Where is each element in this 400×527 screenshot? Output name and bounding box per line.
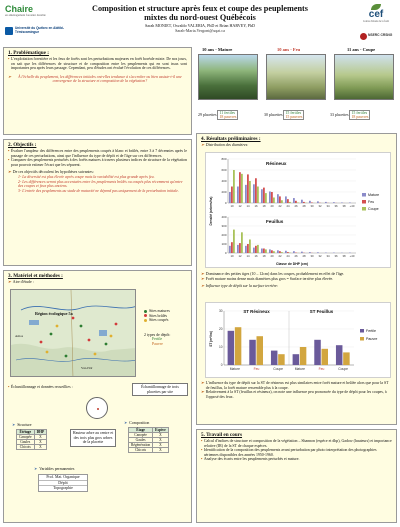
y-tick-label: 30 [218,309,223,314]
st-bar-pauvre [322,349,329,365]
legend-mature-label: Sites matures [149,309,170,313]
map-city-valdor: Val-d'Or [81,366,93,370]
plots-mature-fertile: 11 fertiles [219,111,236,115]
x-tick-label: 10 [230,254,234,258]
bar-mature [349,202,351,203]
bar-coupe [289,202,291,203]
section-5-title: 5. Travail en cours [201,432,243,438]
section-4-title: 4. Résultats préliminaires : [201,136,261,142]
x-tick-label: 18 [262,254,266,258]
st-legend-label-fertile: Fertile [366,329,376,333]
composition-cell: Canopée [129,433,153,438]
work-item-2: Identification de la composition des peuplements avant perturbation par photo interprétation des photographies aériennes disponibles des années 1950-1960. [203,448,377,457]
structure-cell: X [34,445,47,450]
bar-feu [231,187,233,204]
panel-title-resineux: Résineux [266,161,287,166]
section-resultats: 4. Résultats préliminaires : ➢ Distribution des diamètres: 0 200 400 600 800 10 12 14 16 18 20 22 24 26 28 30 32 34 36 38 +40 Résineux 0 100 200 300 400 10 12 14 16 18 20 22 24 26 28 30 32 34 36 38 +40 Feuillus Classe de DHP (cm) Densité (arbres/ha) Mature Feu Coupe ➢ Dominance des petites tiges (10 – 12cm) dans les coupes, probablement en effet de l'âge. ➢ Forêt mature moins dense mais diamètres plus gros = Surface terrière plus élevée. ➢ Influence type de dépôt sur la surface terrière: 0 10 20 30 Mature Feu Coupe Mature Feu Coupe ST Résineux ST Feuillus ST (m²/ha) Fertile Pauvre ➢ L'influence du type de dépôt sur la ST de résineux est plus similaires entre forêt mature et brûlée alors que pour la ST de feuillus, la forêt mature ressemble plus à la coupe. ➢ Relativement à la ST (feuillus et résineux), on note une influence peu prononcée du type de dépôt pour les coupes, à l'opposé des feux. [196,133,397,425]
objective-2: Comparer des peuplements perturbés à des forêts matures à travers plusieurs indices de structure de la végétation pour pouvoir estimer l'écart que les séparent. [10,158,187,167]
bar-mature [285,196,287,203]
problem-question: À l'échelle du peuplement, les différences initiales ont-elles tendance à s'accroître ou bien assiste-t-il une convergence de la structure et composition de la végétation? [18,74,182,84]
st-legend-label-pauvre: Pauvre [366,337,378,341]
x-tick-label: 34 [326,204,330,208]
composition-label: Composition [129,421,150,425]
plots-coupe-pauvre: 18 pauvres [351,115,369,120]
x-tick-label: 12 [238,204,242,208]
x-tick-label: 16 [254,254,258,258]
depot-types-title: 2 types de dépôt: [144,332,171,337]
structure-header-stage: Ététage [17,430,35,435]
bar-coupe [273,198,275,204]
env-item: Prof. Mat. Organique [39,475,87,481]
st-x-tick-label: Mature [294,367,305,371]
composition-arrow-icon: ➤ [124,421,128,425]
hypothesis-3: 3- L'entrée des peuplements au stade de maturité ne dépend pas uniquement de la perturbation initiale. [18,188,179,193]
st-bar-pauvre [257,336,264,365]
composition-table [128,427,169,453]
bar-coupe [233,230,235,253]
st-bar-pauvre [235,327,242,365]
plots-feu-pauvre: 15 pauvres [285,115,303,120]
work-item-1: Calcul d'indices de structure et composition de la végétation – Shannon (espèce et dhp), Gadow (hauteurs) et importance relative (IR) de la ST de chaque espèces. [203,439,392,448]
x-tick-label: 20 [270,204,274,208]
st-x-tick-label: Feu [253,367,260,371]
depot-type-fertile: Fertile [152,337,163,342]
env-item: Dépôt [39,481,87,487]
bar-feu [247,174,249,203]
bar-coupe [265,193,267,203]
bar-mature [269,191,271,203]
st-chart-panel [205,302,391,378]
st-bar-fertile [271,351,278,365]
photo-caption-mature: 10 ans - Mature [202,47,233,52]
poster-title-line1: Composition et structure après feux et coupe des peuplements [92,4,308,13]
hypothesis-2: 2- Les différences seront plus accentuées entre les peuplements brûlés ou coupés plus récemment qu'entre des coupes et feux plus anciens. [18,179,183,189]
structure-label: Structure [17,423,32,427]
dbh-distribution-chart [206,153,392,269]
bar-mature [293,198,295,203]
logo-chaire-sub: en aménagement forestier durable [5,13,46,17]
map-city-amos: Amos [15,334,24,338]
bar-coupe [249,240,251,254]
st-bar-fertile [293,354,300,365]
bar-coupe [249,181,251,203]
result-bullet-1: Dominance des petites tiges (10 – 12cm) dans les coupes, probablement en effet de l'âge. [205,272,345,276]
structure-arrow-icon: ➤ [12,423,16,427]
study-area-map [10,289,136,377]
bar-feu [287,199,289,203]
y-axis-label: Densité (arbres/ha) [209,196,213,226]
dbh-chart-panel [205,152,391,268]
st-bar-fertile [336,345,343,365]
bar-mature [317,201,319,203]
plots-feu-count: 30 placettes [264,112,283,117]
x-tick-label: 28 [302,204,306,208]
bar-feu [247,244,249,253]
bar-feu [255,178,257,203]
st-x-tick-label: Coupe [338,367,349,371]
y-tick-label: 800 [221,157,227,162]
legend-swatch-feu [362,200,366,204]
x-tick-label: 24 [286,204,290,208]
x-tick-label: 14 [246,204,250,208]
bar-mature [245,246,247,253]
st-legend-swatch-pauvre [360,337,364,341]
photo-strip [196,47,397,131]
bar-feu [279,196,281,203]
st-bar-pauvre [343,352,350,365]
x-tick-label: 18 [262,204,266,208]
legend-cut-label: Sites coupés [149,318,169,323]
composition-cell: Régénération [129,443,153,448]
poster-email: Sarah-Maria.Vergont@uqat.ca [175,27,225,33]
bar-feu [287,252,289,253]
structure-cell: X [34,440,47,445]
panel-title-feuillus: Feuillus [266,219,284,224]
x-tick-label: 28 [302,254,306,258]
logo-chaire-name: Chaire [5,4,34,14]
x-tick-label: 38 [342,254,346,258]
problem-paragraph: L'exploitation forestière et les feux de forêts sont les perturbations majeures en forêt boréale mixte. De nos jours, on sait que les différences de structure et de composition entre les peuplements qui en sont issus sont importantes peu après leurs passage. Cependant, peu d'études ont évalué l'évolution de ces différences. [10,57,187,71]
bar-feu [271,192,273,203]
bar-feu [239,172,241,203]
st-bar-pauvre [300,347,307,365]
bar-coupe [241,174,243,203]
x-tick-label: 22 [278,204,282,208]
bar-mature [325,202,327,203]
bar-mature [253,248,255,253]
bar-coupe [233,170,235,203]
x-axis-label: Classe de DHP (cm) [276,262,308,266]
env-label: Variables permanentes [39,467,75,471]
bar-mature [237,187,239,204]
section-1-title: 1. Problématique : [8,50,49,56]
bar-mature [229,192,231,203]
st-x-tick-label: Feu [318,367,325,371]
x-tick-label: 24 [286,254,290,258]
bar-mature [261,249,263,254]
st-x-tick-label: Coupe [273,367,284,371]
work-item-3: Analyse des écarts entre les peuplements perturbés et mature. [203,457,300,462]
st-bar-fertile [249,340,256,365]
structure-cell: Chicots [17,445,35,450]
result-bullet-4: Relativement à la ST (feuillus et résineux), on note une influence peu prononcée du type de dépôt pour les coupes, à l'opposé des feux. [205,390,387,399]
photo-feu [266,54,326,100]
legend-burned-icon [144,314,147,317]
sampling-label: Échantillonnage et données recueillies : [10,385,73,389]
st-y-axis-label: ST (m²/ha) [209,331,213,347]
composition-cell: X [153,448,169,453]
logo-uqat [5,27,69,41]
bar-mature [229,246,231,253]
photo-coupe [334,54,394,100]
logo-cef-text: cef [368,9,384,20]
poster-header [72,4,328,33]
bar-mature [293,251,295,253]
section-methodes: 3. Matériel et méthodes : ➢ Aire d'étude : Région écologique 5a Amos Val-d'Or Sites matures Sites brûlés Sites coupés 2 types de dépôt: Fertile Pauvre • Échantillonnage et données recueillies : Échantillonnage de trois placettes par site ➤ Structure Ététage DHP Canopée X Gaules X Chicots X Hauteur arbre au centre et des trois plus gros arbres de la placette ➤ Composition Étage Espèce Canopée X Gaules X Régénération X Chicots X ➤ Variables permanentes Prof. Mat. Organique Dépôt Topographie [3,270,192,523]
objective-1: Évaluer l'ampleur des différences entre des peuplements coupés à blanc et brûlés, entre 3 à 7 décennies après le passage de ces perturbations, ainsi que l'influence du type de dépôt et de l'âge sur ces différences. [10,149,187,158]
x-tick-label: 16 [254,204,258,208]
bar-feu [231,242,233,253]
structure-cell: X [34,435,47,440]
bar-feu [311,202,313,203]
x-tick-label: 30 [310,254,314,258]
y-tick-label: 400 [221,215,227,220]
hypotheses-intro: De ces objectifs découlent les hypothèses suivantes: [12,170,94,175]
bar-feu [303,202,305,203]
env-arrow-icon: ➤ [34,467,38,471]
y-tick-label: 200 [221,233,227,238]
plots-mature-count: 29 placettes [198,112,217,117]
bar-mature [245,185,247,203]
bar-coupe [257,245,259,253]
photo-caption-feu: 10 ans - Feu [277,47,301,52]
bar-mature [237,245,239,253]
sampling-box [132,383,188,396]
result-bullet-3: L'influence du type de dépôt sur la ST de résineux est plus similaires entre forêt mature et brûlée alors que pour la ST de feuillus, la forêt mature ressemble plus à la coupe. [205,381,389,390]
composition-header-species: Espèce [153,428,169,433]
bar-mature [301,252,303,253]
bar-coupe [281,200,283,203]
plots-coupe-count: 33 placettes [330,112,349,117]
bar-mature [253,184,255,203]
y-tick-label: 20 [218,327,223,332]
bar-coupe [281,252,283,253]
env-item: Topographie [53,486,73,491]
photo-caption-coupe: 11 ans - Coupe [347,47,376,52]
plots-feu-fertile: 15 fertiles [285,111,302,115]
nserc-mark-icon [360,33,367,40]
x-tick-label: 32 [318,254,322,258]
y-tick-label: 0 [220,363,223,368]
bar-mature [269,249,271,253]
x-tick-label: +40 [349,204,355,208]
y-tick-label: 600 [221,168,227,173]
plots-mature-pauvre: 18 pauvres [219,115,237,120]
env-list [38,474,88,492]
st-influence-label: Influence type de dépôt sur la surface terrière: [205,284,279,289]
plot-diagram [86,397,108,419]
x-tick-label: +40 [349,254,355,258]
x-tick-label: 22 [278,254,282,258]
plots-coupe-fertile: 15 fertiles [351,111,368,115]
logo-cef-sub: Centre d'étude de la forêt [362,20,390,23]
bar-mature [309,252,311,253]
legend-mature-icon [144,310,147,313]
bar-mature [333,202,335,203]
structure-cell: Gaules [17,440,35,445]
bar-feu [263,249,265,254]
bar-mature [341,202,343,203]
bar-feu [279,251,281,253]
x-tick-label: 12 [238,254,242,258]
y-tick-label: 200 [221,190,227,195]
logo-nserc [360,31,394,41]
composition-cell: X [153,433,169,438]
st-legend-swatch-fertile [360,329,364,333]
result-bullet-2: Forêt mature moins dense mais diamètres plus gros = Surface terrière plus élevée. [205,276,334,281]
depot-type-pauvre: Pauvre [152,341,163,346]
bar-feu [255,246,257,253]
st-x-tick-label: Mature [229,367,240,371]
x-tick-label: 30 [310,204,314,208]
section-travail: 5. Travail en cours • Calcul d'indices de structure et composition de la végétation – Shannon (espèce et dhp), Gadow (hauteurs) et importance relative (IR) de la ST de chaque espèces. • Identification de la composition des peuplements avant perturbation par photo interprétation des photographies aériennes disponibles des années 1950-1960. • Analyse des écarts entre les peuplements perturbés et mature. [196,429,397,523]
logo-chaire [5,4,51,24]
x-tick-label: 26 [294,254,298,258]
bar-feu [263,188,265,203]
study-area-label: Aire d'étude : [12,280,34,284]
y-tick-label: 400 [221,179,227,184]
bar-coupe [241,232,243,253]
composition-cell: Gaules [129,438,153,443]
x-tick-label: 38 [342,204,346,208]
poster-title-line2: mixtes du nord-ouest Québécois [144,13,256,23]
bar-mature [285,251,287,253]
y-tick-label: 0 [224,251,227,256]
legend-burned-label: Sites brûlés [149,313,168,318]
y-tick-label: 300 [221,224,227,229]
bar-mature [317,252,319,253]
bar-mature [309,201,311,203]
legend-label-mature: Mature [368,193,380,197]
logo-nserc-text: NSERC CRSNG [368,33,393,38]
legend-swatch-coupe [362,207,366,211]
x-tick-label: 34 [326,254,330,258]
bar-coupe [297,202,299,203]
structure-note-text: Hauteur arbre au centre et des trois plus gros arbres de la placette [72,431,114,445]
st-bar-fertile [314,340,321,365]
section-3-title: 3. Matériel et méthodes : [8,273,63,279]
y-tick-label: 0 [224,201,227,206]
y-tick-label: 10 [218,345,223,350]
x-tick-label: 14 [246,254,250,258]
st-bar-fertile [228,331,235,365]
st-group-title-resineux: ST Résineux [243,309,270,314]
st-chart [206,303,392,379]
x-tick-label: 10 [230,204,234,208]
sampling-box-text: Échantillonnage de trois placettes par site [141,385,179,394]
poster-authors: Sarah MONIET, Osvaldo VALERIA, PhD et Brian HARVEY, PhD [144,22,255,28]
legend-label-feu: Feu [368,200,375,204]
composition-cell: Chicots [129,448,153,453]
x-tick-label: 32 [318,204,322,208]
x-tick-label: 20 [270,254,274,258]
structure-note [70,429,116,447]
composition-cell: X [153,443,169,448]
y-tick-label: 100 [221,242,227,247]
st-group-title-feuillus: ST Feuillus [309,309,334,314]
bar-coupe [265,249,267,253]
bar-mature [277,194,279,203]
structure-table [16,429,47,450]
composition-cell: X [153,438,169,443]
composition-header-stage: Étage [129,428,153,433]
st-bar-pauvre [278,354,285,365]
photo-mature [198,54,258,100]
section-objectifs: 2. Objectifs : • Évaluer l'ampleur des différences entre des peuplements coupés à blanc et brûlés, entre 3 à 7 décennies après le passage de ces perturbations, ainsi que l'influence du type de dépôt et de l'âge sur ces différences. • Comparer des peuplements perturbés à des forêts matures à travers plusieurs indices de structure de la végétation pour pouvoir estimer l'écart que les séparent. ➢ De ces objectifs découlent les hypothèses suivantes: 1- La diversité est plus élevée après coupe mais la variabilité est plus grande après feu. 2- Les différences seront plus accentuées entre les peuplements brûlés ou coupés plus récemment qu'entre des coupes et feux plus anciens. 3- L'entrée des peuplements au stade de maturité ne dépend pas uniquement de la perturbation initiale. [3,139,192,266]
bar-mature [277,250,279,253]
bar-mature [261,189,263,203]
x-tick-label: 26 [294,204,298,208]
bar-feu [239,243,241,253]
section-problematique: 1. Problématique : • L'exploitation forestière et les feux de forêts sont les perturbations majeures en forêt boréale mixte. De nos jours, on sait que les différences de structure et de composition entre les peuplements qui en sont issus sont importantes peu après leurs passage. Cependant, peu d'études ont évalué l'évolution de ces différences. ➢ À l'échelle du peuplement, les différences initiales ont-elles tendance à s'accroître ou bien assiste-t-il une convergence de la structure et composition de la végétation? [3,47,192,135]
bar-coupe [257,187,259,204]
section-2-title: 2. Objectifs : [8,142,37,148]
distribution-label: Distribution des diamètres: [205,143,249,147]
bar-feu [271,250,273,253]
map-region-label: Région écologique 5a [35,311,73,316]
x-tick-label: 36 [334,254,338,258]
structure-cell: Canopée [17,435,35,440]
logo-uqat-text: Université du Québec en Abitibi-Témiscamingue [15,26,65,34]
structure-header-dhp: DHP [34,430,47,435]
legend-swatch-mature [362,193,366,197]
map-legend [144,309,190,347]
bar-mature [301,200,303,203]
legend-cut-icon [144,319,147,322]
bar-coupe [273,251,275,253]
legend-label-coupe: Coupe [368,207,379,211]
logo-cef [358,4,394,28]
uqat-mark-icon [5,27,13,35]
hypothesis-1: 1- La diversité est plus élevée après coupe mais la variabilité est plus grande après feu. [18,174,155,179]
x-tick-label: 36 [334,204,338,208]
bar-feu [295,201,297,203]
